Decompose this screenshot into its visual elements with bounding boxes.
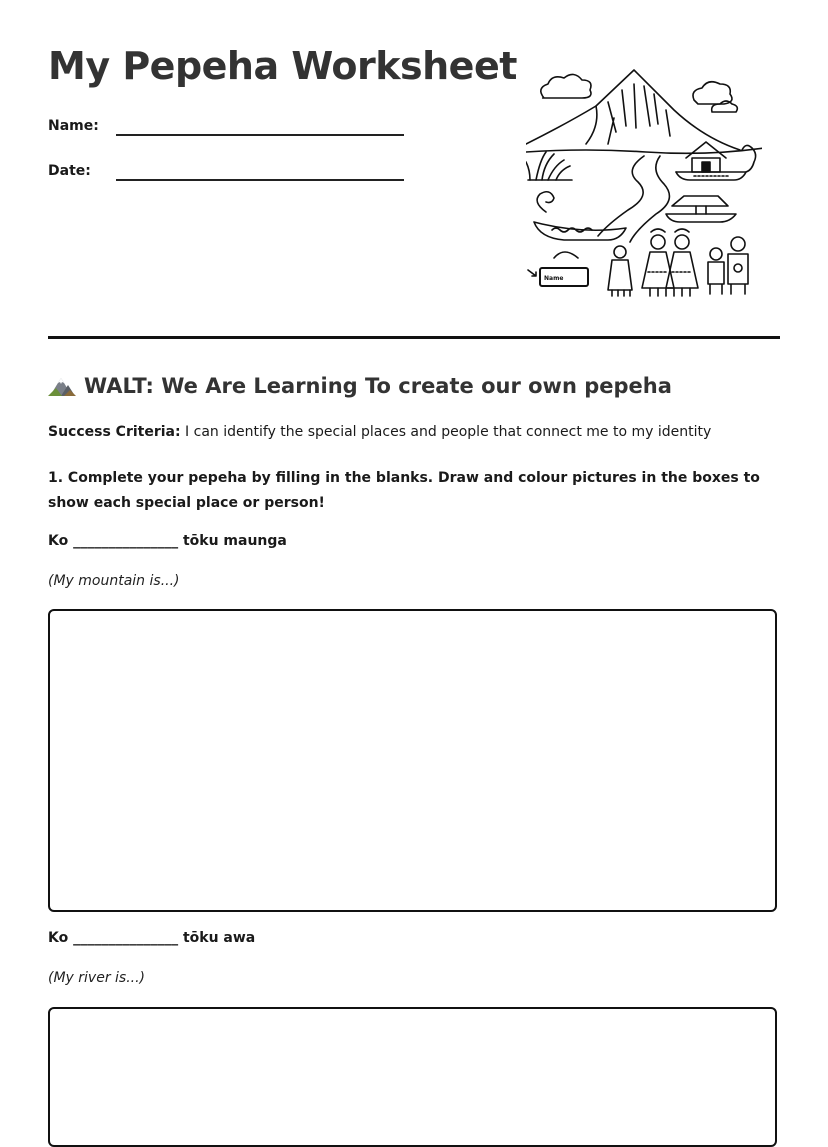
mountain-prompt: Ko _______________ tōku maunga bbox=[48, 533, 287, 549]
section-divider bbox=[48, 336, 780, 339]
page-title: My Pepeha Worksheet bbox=[48, 44, 517, 88]
pepeha-landscape-illustration bbox=[526, 62, 762, 298]
date-label: Date: bbox=[48, 163, 91, 179]
mountain-drawing-box[interactable] bbox=[48, 609, 777, 912]
date-field bbox=[48, 163, 91, 179]
river-drawing-box[interactable] bbox=[48, 1007, 777, 1147]
success-criteria bbox=[48, 424, 711, 440]
mountain-icon bbox=[48, 375, 76, 397]
walt-text: WALT: We Are Learning To create our own pepeha bbox=[84, 374, 672, 398]
name-line[interactable] bbox=[116, 134, 404, 136]
worksheet-page bbox=[48, 0, 780, 1118]
walt-heading bbox=[48, 374, 672, 398]
river-translation: (My river is...) bbox=[48, 970, 146, 986]
instruction-text: 1. Complete your pepeha by filling in the blanks. Draw and colour pictures in the boxes to show each special place or person! bbox=[48, 470, 760, 511]
name-field bbox=[48, 118, 99, 134]
river-prompt: Ko _______________ tōku awa bbox=[48, 930, 256, 946]
name-tag-text: Name bbox=[544, 275, 564, 282]
date-line[interactable] bbox=[116, 179, 404, 181]
success-criteria-text: I can identify the special places and people that connect me to my identity bbox=[180, 424, 712, 440]
name-label: Name: bbox=[48, 118, 99, 134]
mountain-translation: (My mountain is...) bbox=[48, 573, 180, 589]
success-criteria-label: Success Criteria: bbox=[48, 424, 181, 440]
